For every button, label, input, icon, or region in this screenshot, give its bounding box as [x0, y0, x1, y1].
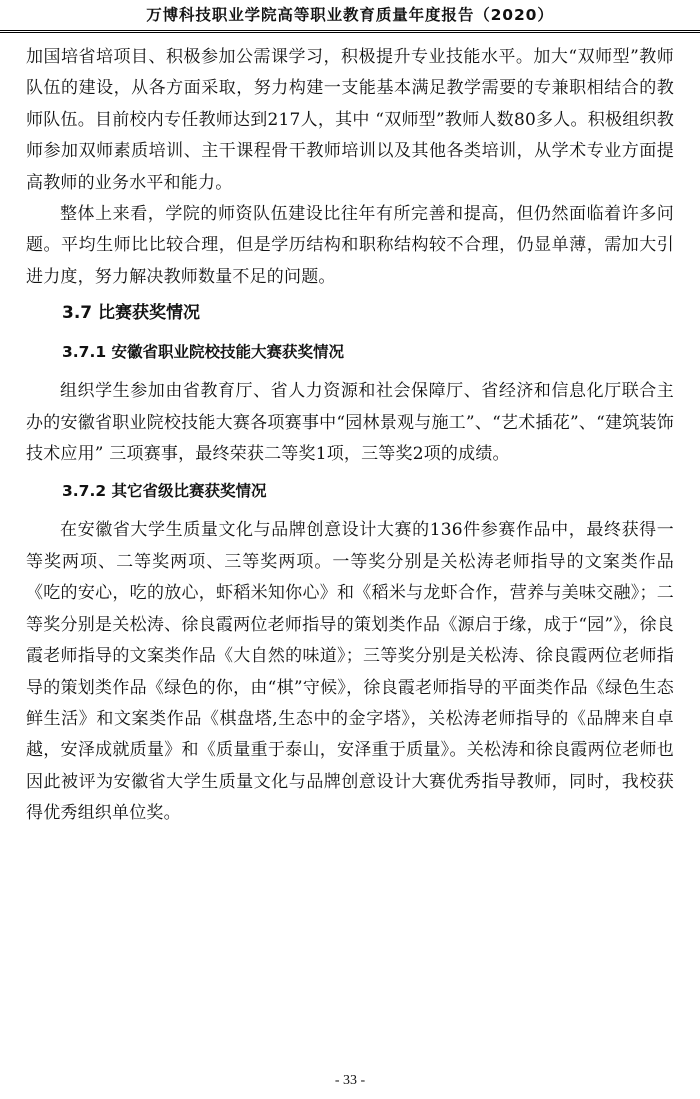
report-title: 万博科技职业学院高等职业教育质量年度报告（2020）: [146, 6, 554, 24]
paragraph-teacher-training: 加国培省培项目、积极参加公需课学习，积极提升专业技能水平。加大“双师型”教师队伍的建设，从各方面采取，努力构建一支能基本满足教学需要的专兼职相结合的教师队伍。目前校内专任教师达到217人，其中 “双师型”教师人数80多人。积极组织教师参加双师素质培训、主干课程骨干教师培训以及其他各类培训，从学术专业方面提高教师的业务水平和能力。: [26, 47, 674, 193]
page-header: [0, 0, 700, 33]
section-heading-3-7: 3.7 比赛获奖情况: [62, 303, 201, 324]
subsection-heading-3-7-1: 3.7.1 安徽省职业院校技能大赛获奖情况: [62, 343, 345, 362]
paragraph-faculty-summary: 整体上来看，学院的师资队伍建设比往年有所完善和提高，但仍然面临着许多问题。平均生师比比较合理，但是学历结构和职称结构较不合理，仍显单薄，需加大引进力度，努力解决教师数量不足的问题。: [26, 204, 674, 287]
paragraph-skills-competition: 组织学生参加由省教育厅、省人力资源和社会保障厅、省经济和信息化厅联合主办的安徽省职业院校技能大赛各项赛事中“园林景观与施工”、“艺术插花”、“建筑装饰技术应用” 三项赛事，最终荣获二等奖1项，三等奖2项的成绩。: [26, 381, 674, 465]
page-number: - 33 -: [334, 1073, 366, 1088]
subsection-heading-3-7-2: 3.7.2 其它省级比赛获奖情况: [62, 482, 267, 501]
paragraph-design-competition: 在安徽省大学生质量文化与品牌创意设计大赛的136件参赛作品中，最终获得一等奖两项、二等奖两项、三等奖两项。一等奖分别是关松涛老师指导的文案类作品《吃的安心，吃的放心，虾稻米知你心》和《稻米与龙虾合作，营养与美味交融》；二等奖分别是关松涛、徐良霞两位老师指导的策划类作品《源启于缘，成于“园”》，徐良霞老师指导的文案类作品《大自然的味道》；三等奖分别是关松涛、徐良霞两位老师指导的策划类作品《绿色的你，由“棋”守候》，徐良霞老师指导的平面类作品《绿色生态鲜生活》和文案类作品《棋盘塔,生态中的金字塔》，关松涛老师指导的《品牌来自卓越，安泽成就质量》和《质量重于泰山，安泽重于质量》。关松涛和徐良霞两位老师也因此被评为安徽省大学生质量文化与品牌创意设计大赛优秀指导教师，同时，我校获得优秀组织单位奖。: [26, 520, 674, 824]
document-body: [26, 42, 674, 830]
